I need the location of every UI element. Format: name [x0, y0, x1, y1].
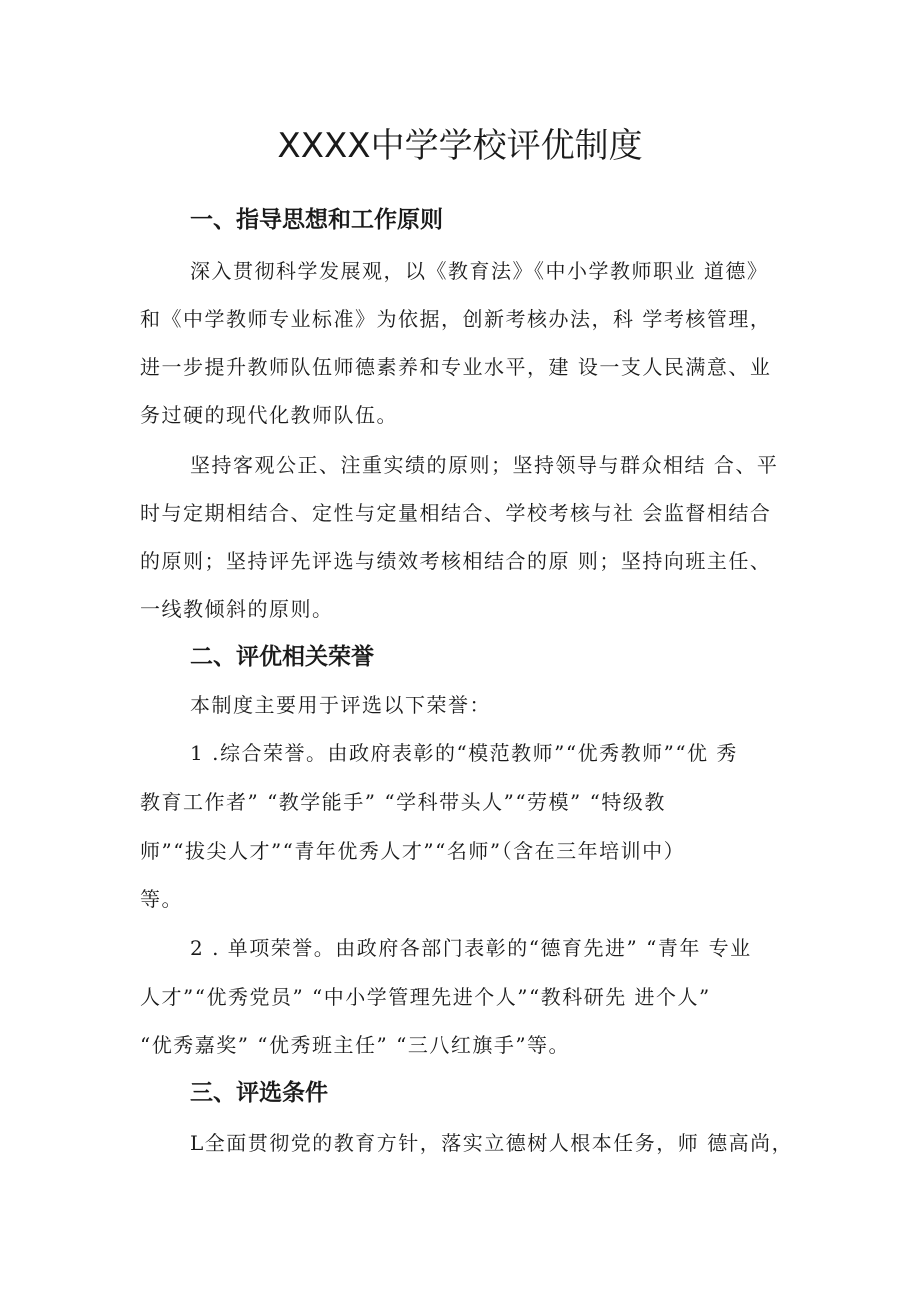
paragraph-line: 2 . 单项荣誉。由政府各部门表彰的“德育先进” “青年 专业	[190, 936, 752, 960]
paragraph-line: 师”“拔尖人才”“青年优秀人才”“名师”（含在三年培训中）	[140, 839, 686, 863]
section-heading-3: 三、评选条件	[190, 1080, 328, 1106]
paragraph-line: “优秀嘉奖” “优秀班主任” “三八红旗手”等。	[140, 1033, 571, 1057]
paragraph-line: 务过硬的现代化教师队伍。	[140, 403, 398, 427]
paragraph-line: 坚持客观公正、注重实绩的原则；坚持领导与群众相结 合、平	[190, 453, 779, 477]
paragraph-line: 的原则；坚持评先评选与绩效考核相结合的原 则；坚持向班主任、	[140, 549, 772, 573]
paragraph-line: 人才”“优秀党员” “中小学管理先进个人”“教科研先 进个人”	[140, 985, 711, 1009]
paragraph-line: L全面贯彻党的教育方针，落实立德树人根本任务，师 德高尚，	[190, 1131, 794, 1155]
paragraph-line: 本制度主要用于评选以下荣誉：	[190, 693, 491, 717]
paragraph-line: 时与定期相结合、定性与定量相结合、学校考核与社 会监督相结合	[140, 501, 772, 525]
paragraph-line: 等。	[140, 887, 183, 911]
paragraph-line: 教育工作者” “教学能手” “学科带头人”“劳模” “特级教	[140, 790, 666, 814]
paragraph-line: 一线教倾斜的原则。	[140, 597, 334, 621]
paragraph-line: 1 .综合荣誉。由政府表彰的“模范教师”“优秀教师”“优 秀	[190, 741, 738, 765]
section-heading-2: 二、评优相关荣誉	[190, 644, 374, 670]
document-title: XXXX中学学校评优制度	[277, 126, 643, 166]
paragraph-line: 深入贯彻科学发展观，以《教育法》《中小学教师职业 道德》	[190, 259, 769, 283]
paragraph-line: 进一步提升教师队伍师德素养和专业水平，建 设一支人民满意、业	[140, 355, 772, 379]
paragraph-line: 和《中学教师专业标准》为依据，创新考核办法，科 学考核管理，	[140, 307, 772, 331]
section-heading-1: 一、指导思想和工作原则	[190, 207, 443, 233]
